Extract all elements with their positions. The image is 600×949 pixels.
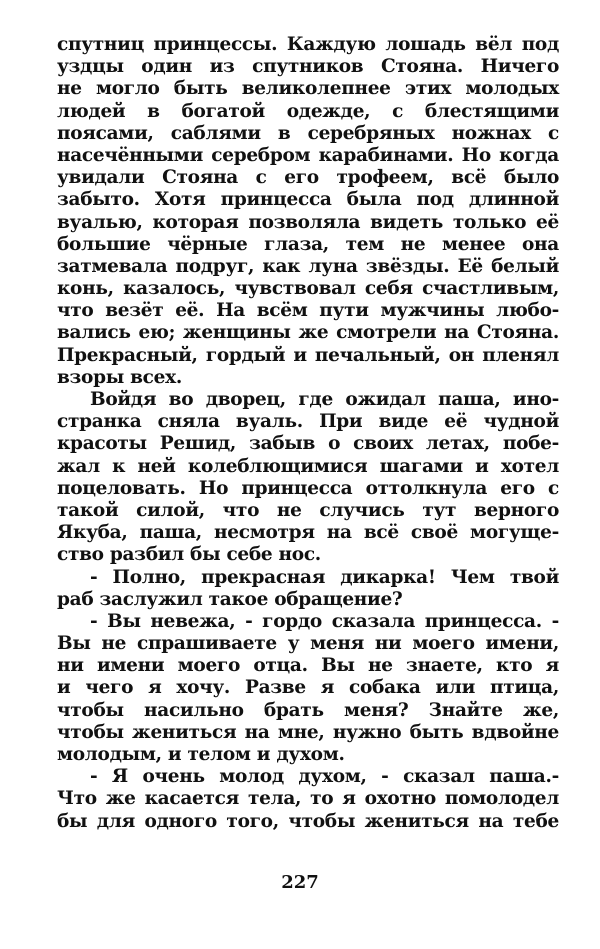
text-line: чтобы жениться на мне, нужно быть вдвойне — [57, 721, 559, 743]
text-line: спутниц принцессы. Каждую лошадь вёл под — [57, 34, 559, 55]
text-line: забыто. Хотя принцесса была под длинной — [57, 189, 559, 211]
text-line: красоты Решид, забыв о своих летах, побе- — [57, 433, 559, 455]
paragraph — [57, 567, 559, 611]
page-number: 227 — [281, 872, 319, 893]
text-line: Прекрасный, гордый и печальный, он пленял — [57, 344, 559, 366]
text-line: что везёт её. На всём пути мужчины любо- — [57, 300, 559, 322]
text-line: Вы не спрашиваете у меня ни моего имени, — [57, 633, 559, 655]
text-line: Войдя во дворец, где ожидал паша, ино- — [90, 389, 559, 410]
text-line: не могло быть великолепнее этих молодых — [57, 78, 559, 100]
text-line: ство разбил бы себе нос. — [57, 544, 321, 566]
text-line: большие чёрные глаза, тем не менее она — [57, 233, 559, 255]
text-line: бы для одного того, чтобы жениться на тебе — [57, 810, 559, 832]
text-line: Якуба, паша, несмотря на всё своё могуще- — [57, 522, 559, 544]
text-line: молодым, и телом и духом. — [57, 744, 345, 765]
text-line: конь, казалось, чувствовал себя счастливым, — [57, 278, 559, 300]
paragraph — [57, 766, 559, 833]
text-line: чтобы насильно брать меня? Знайте же, — [57, 699, 559, 721]
text-line: уздцы один из спутников Стояна. Ничего — [57, 56, 559, 78]
text-line: раб заслужил такое обращение? — [57, 588, 403, 610]
text-line: взоры всех. — [57, 366, 182, 388]
page-body-text — [57, 34, 559, 833]
text-line: - Вы невежа, - гордо сказала принцесса. - — [90, 610, 559, 632]
text-line: такой силой, что не случись тут верного — [57, 499, 559, 521]
text-line: и чего я хочу. Разве я собака или птица, — [57, 677, 559, 699]
text-line: Что же касается тела, то я охотно помолодел — [57, 788, 559, 810]
paragraph — [57, 611, 559, 766]
text-line: насечёнными серебром карабинами. Но когда — [57, 144, 559, 166]
text-line: поясами, саблями в серебряных ножнах с — [57, 122, 559, 144]
text-line: вались ею; женщины же смотрели на Стояна. — [57, 322, 559, 344]
text-line: странка сняла вуаль. При виде её чудной — [57, 411, 559, 433]
text-line: увидали Стояна с его трофеем, всё было — [57, 167, 559, 189]
paragraph — [57, 34, 559, 389]
text-line: - Полно, прекрасная дикарка! Чем твой — [90, 566, 559, 588]
text-line: вуалью, которая позволяла видеть только её — [57, 211, 559, 233]
text-line: поцеловать. Но принцесса оттолкнула его с — [57, 477, 559, 499]
text-line: жал к ней колеблющимися шагами и хотел — [57, 455, 559, 477]
paragraph — [57, 389, 559, 567]
text-line: - Я очень молод духом, - сказал паша.- — [90, 766, 559, 788]
text-line: ни имени моего отца. Вы не знаете, кто я — [57, 655, 559, 677]
text-line: людей в богатой одежде, с блестящими — [57, 100, 559, 122]
text-line: затмевала подруг, как луна звёзды. Её белый — [57, 255, 559, 277]
